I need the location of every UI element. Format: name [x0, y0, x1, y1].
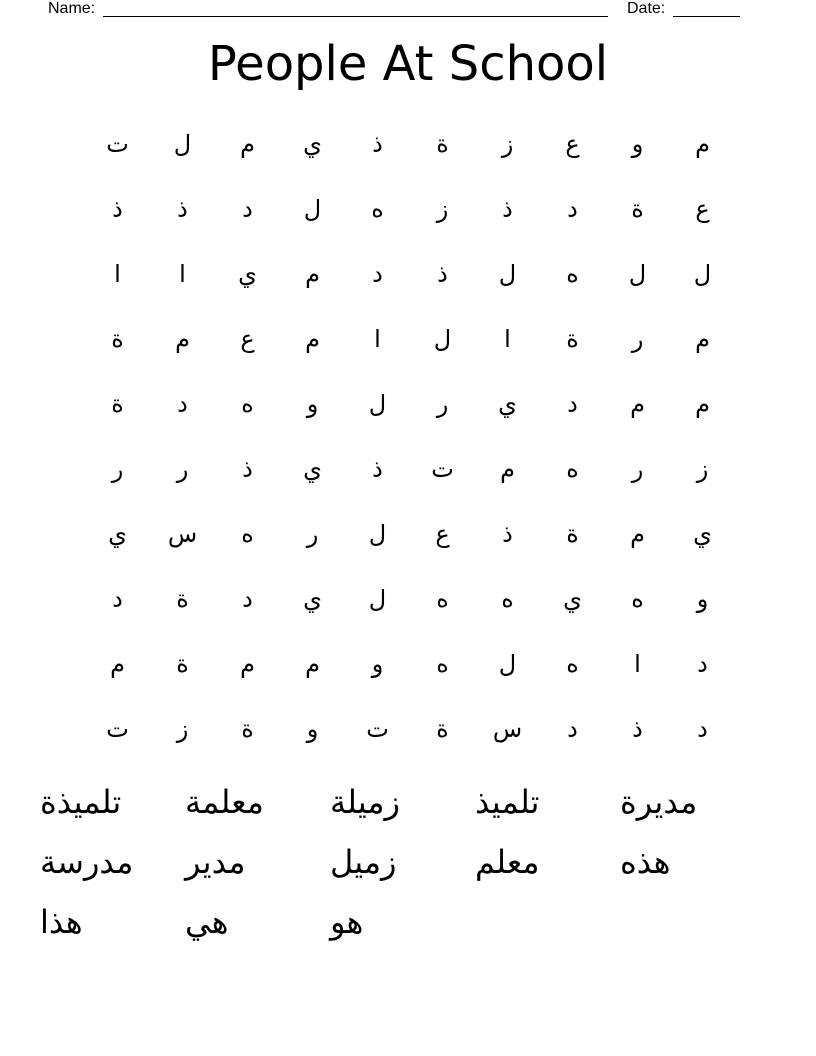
grid-letter[interactable]: م	[175, 325, 190, 353]
grid-letter[interactable]: ت	[366, 715, 389, 743]
grid-letter[interactable]: ي	[303, 455, 322, 483]
grid-letter[interactable]: ا	[114, 260, 121, 288]
grid-row	[85, 112, 735, 177]
word-list-item: هو	[330, 903, 364, 941]
grid-letter[interactable]: ة	[566, 325, 579, 353]
grid-letter[interactable]: ل	[368, 520, 387, 548]
grid-letter[interactable]: ذ	[372, 130, 383, 158]
grid-letter[interactable]: م	[240, 130, 255, 158]
grid-letter[interactable]: ت	[106, 715, 129, 743]
word-list-item: معلم	[475, 843, 540, 881]
grid-letter[interactable]: ل	[368, 585, 387, 613]
grid-letter[interactable]: ر	[436, 390, 449, 418]
name-blank-line[interactable]	[103, 16, 608, 17]
grid-letter[interactable]: ي	[498, 390, 517, 418]
grid-letter[interactable]: ز	[696, 455, 709, 483]
grid-letter[interactable]: ع	[565, 130, 580, 158]
word-list	[40, 772, 760, 972]
grid-letter[interactable]: و	[371, 650, 384, 678]
grid-letter[interactable]: د	[372, 260, 383, 288]
grid-letter[interactable]: م	[630, 390, 645, 418]
grid-row	[85, 242, 735, 307]
grid-letter[interactable]: د	[697, 715, 708, 743]
grid-letter[interactable]: ي	[108, 520, 127, 548]
grid-letter[interactable]: س	[167, 520, 198, 548]
grid-letter[interactable]: م	[305, 650, 320, 678]
word-list-item: زميل	[330, 843, 397, 881]
grid-row	[85, 372, 735, 437]
grid-letter[interactable]: ل	[628, 260, 647, 288]
header-row	[0, 0, 816, 20]
grid-letter[interactable]: ة	[241, 715, 254, 743]
grid-letter[interactable]: ر	[306, 520, 319, 548]
grid-letter[interactable]: ة	[176, 585, 189, 613]
grid-letter[interactable]: ذ	[112, 195, 123, 223]
grid-letter[interactable]: م	[695, 325, 710, 353]
grid-letter[interactable]: ة	[436, 130, 449, 158]
grid-letter[interactable]: د	[567, 195, 578, 223]
grid-letter[interactable]: ه	[566, 260, 579, 288]
grid-row	[85, 632, 735, 697]
grid-letter[interactable]: ه	[436, 585, 449, 613]
word-list-item: هي	[185, 903, 229, 941]
grid-letter[interactable]: ا	[179, 260, 186, 288]
grid-letter[interactable]: ذ	[372, 455, 383, 483]
page-title: People At School	[207, 36, 609, 92]
word-list-item: تلميذ	[475, 783, 540, 821]
grid-letter[interactable]: ل	[368, 390, 387, 418]
grid-letter[interactable]: ة	[631, 195, 644, 223]
grid-letter[interactable]: ا	[634, 650, 641, 678]
grid-letter[interactable]: د	[242, 585, 253, 613]
word-list-item: مديرة	[620, 783, 698, 821]
word-list-item: هذه	[620, 843, 671, 881]
grid-letter[interactable]: ة	[111, 325, 124, 353]
grid-letter[interactable]: ه	[436, 650, 449, 678]
grid-letter[interactable]: د	[697, 650, 708, 678]
grid-letter[interactable]: ع	[240, 325, 255, 353]
grid-letter[interactable]: م	[305, 260, 320, 288]
grid-row	[85, 697, 735, 762]
grid-letter[interactable]: ذ	[502, 195, 513, 223]
grid-letter[interactable]: ة	[176, 650, 189, 678]
grid-letter[interactable]: ر	[631, 325, 644, 353]
grid-letter[interactable]: ز	[436, 195, 449, 223]
name-label: Name:	[48, 0, 96, 17]
grid-letter[interactable]: م	[695, 130, 710, 158]
grid-letter[interactable]: ي	[303, 585, 322, 613]
grid-row	[85, 177, 735, 242]
grid-letter[interactable]: م	[240, 650, 255, 678]
grid-letter[interactable]: و	[306, 715, 319, 743]
grid-letter[interactable]: و	[631, 130, 644, 158]
grid-letter[interactable]: ا	[374, 325, 381, 353]
grid-row	[85, 307, 735, 372]
grid-letter[interactable]: ل	[303, 195, 322, 223]
word-list-item: هذا	[40, 903, 83, 941]
grid-letter[interactable]: ت	[106, 130, 129, 158]
grid-letter[interactable]: ه	[566, 650, 579, 678]
grid-letter[interactable]: د	[177, 390, 188, 418]
word-list-item: زميلة	[330, 783, 400, 821]
grid-letter[interactable]: ه	[371, 195, 384, 223]
grid-letter[interactable]: ل	[498, 260, 517, 288]
grid-letter[interactable]: ع	[695, 195, 710, 223]
grid-letter[interactable]: ر	[111, 455, 124, 483]
grid-letter[interactable]: و	[696, 585, 709, 613]
grid-letter[interactable]: ز	[501, 130, 514, 158]
grid-letter[interactable]: ل	[433, 325, 452, 353]
grid-letter[interactable]: د	[112, 585, 123, 613]
grid-letter[interactable]: د	[567, 390, 578, 418]
grid-letter[interactable]: ه	[631, 585, 644, 613]
word-list-item: معلمة	[185, 783, 264, 821]
grid-letter[interactable]: س	[492, 715, 523, 743]
grid-letter[interactable]: ر	[176, 455, 189, 483]
grid-letter[interactable]: ذ	[242, 455, 253, 483]
grid-letter[interactable]: ي	[563, 585, 582, 613]
grid-letter[interactable]: ع	[435, 520, 450, 548]
grid-letter[interactable]: ذ	[502, 520, 513, 548]
date-blank-line[interactable]	[673, 16, 740, 17]
grid-letter[interactable]: ل	[693, 260, 712, 288]
grid-letter[interactable]: ي	[693, 520, 712, 548]
grid-letter[interactable]: ه	[566, 455, 579, 483]
letter-grid	[85, 112, 735, 762]
grid-letter[interactable]: م	[110, 650, 125, 678]
grid-letter[interactable]: ت	[431, 455, 454, 483]
grid-letter[interactable]: ي	[303, 130, 322, 158]
grid-letter[interactable]: ذ	[632, 715, 643, 743]
grid-letter[interactable]: ي	[238, 260, 257, 288]
grid-letter[interactable]: ذ	[177, 195, 188, 223]
grid-letter[interactable]: ذ	[437, 260, 448, 288]
grid-letter[interactable]: ل	[173, 130, 192, 158]
grid-row	[85, 567, 735, 632]
grid-letter[interactable]: ز	[176, 715, 189, 743]
grid-letter[interactable]: د	[567, 715, 578, 743]
grid-letter[interactable]: ه	[241, 390, 254, 418]
grid-row	[85, 502, 735, 567]
grid-row	[85, 437, 735, 502]
grid-letter[interactable]: ة	[436, 715, 449, 743]
grid-letter[interactable]: و	[306, 390, 319, 418]
word-list-item: تلميذة	[40, 783, 122, 821]
grid-letter[interactable]: ه	[501, 585, 514, 613]
grid-letter[interactable]: م	[630, 520, 645, 548]
grid-letter[interactable]: ه	[241, 520, 254, 548]
grid-letter[interactable]: د	[242, 195, 253, 223]
grid-letter[interactable]: ا	[504, 325, 511, 353]
word-list-item: مدرسة	[40, 843, 134, 881]
grid-letter[interactable]: م	[695, 390, 710, 418]
word-list-item: مدير	[185, 843, 246, 881]
grid-letter[interactable]: م	[305, 325, 320, 353]
date-label: Date:	[627, 0, 666, 17]
grid-letter[interactable]: م	[500, 455, 515, 483]
grid-letter[interactable]: ل	[498, 650, 517, 678]
grid-letter[interactable]: ة	[566, 520, 579, 548]
grid-letter[interactable]: ة	[111, 390, 124, 418]
grid-letter[interactable]: ر	[631, 455, 644, 483]
